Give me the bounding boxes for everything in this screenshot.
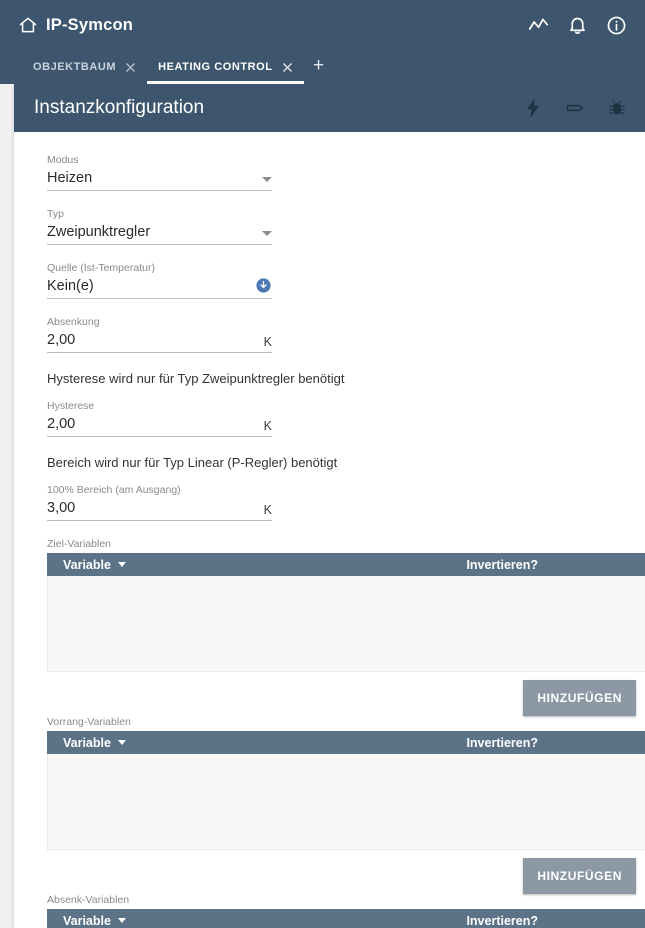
column-label: Variable [63, 913, 111, 928]
table-absenk-variablen [47, 894, 645, 928]
field-value: Zweipunktregler [47, 224, 151, 240]
tab-label: HEATING CONTROL [158, 61, 273, 73]
field-bereich-am-ausgang[interactable] [47, 484, 272, 521]
table [47, 731, 645, 850]
tab-heating-control[interactable] [147, 50, 303, 84]
table-header-row [47, 909, 645, 928]
column-header-variable[interactable] [63, 914, 126, 928]
column-label: Variable [63, 557, 111, 572]
field-modus[interactable] [47, 154, 272, 191]
field-unit: K [263, 419, 272, 433]
close-icon[interactable] [282, 62, 293, 73]
brand[interactable] [18, 15, 133, 35]
variable-select-icon[interactable] [255, 277, 272, 294]
table-footer [47, 850, 645, 894]
table-caption: Vorrang-Variablen [47, 716, 131, 728]
table-footer [47, 672, 645, 716]
column-header-variable[interactable] [63, 736, 126, 750]
note-bereich: Bereich wird nur für Typ Linear (P-Regler) benötigt [47, 455, 338, 470]
column-header-invertieren[interactable]: Invertieren? [466, 735, 538, 750]
card-header-actions [523, 98, 627, 118]
page-title: Instanzkonfiguration [34, 97, 205, 118]
topbar-actions [528, 15, 627, 36]
field-value[interactable]: 2,00 [47, 416, 76, 432]
add-tab-button[interactable]: + [312, 54, 325, 76]
field-unit: K [263, 335, 272, 349]
field-hysterese[interactable] [47, 400, 272, 437]
top-bar [0, 0, 645, 50]
table [47, 553, 645, 672]
table-body-empty[interactable] [47, 754, 645, 850]
bug-icon[interactable] [607, 98, 627, 118]
field-label: Typ [47, 208, 64, 220]
chevron-down-icon[interactable] [262, 177, 272, 182]
field-quelle-ist-temperatur[interactable] [47, 262, 272, 299]
table-ziel-variablen [47, 538, 645, 716]
field-label: 100% Bereich (am Ausgang) [47, 484, 181, 496]
column-header-variable[interactable] [63, 558, 126, 572]
field-label: Hysterese [47, 400, 95, 412]
home-icon [18, 15, 38, 35]
close-icon[interactable] [125, 62, 136, 73]
card-header [14, 84, 645, 132]
tag-icon[interactable] [565, 98, 585, 118]
chevron-down-icon [118, 740, 126, 745]
field-typ[interactable] [47, 208, 272, 245]
table-vorrang-variablen [47, 716, 645, 894]
table [47, 909, 645, 928]
table-caption: Absenk-Variablen [47, 894, 130, 906]
field-label: Absenkung [47, 316, 100, 328]
field-absenkung[interactable] [47, 316, 272, 353]
field-label: Modus [47, 154, 79, 166]
bell-icon[interactable] [567, 15, 588, 36]
field-value: Kein(e) [47, 278, 94, 294]
field-value[interactable]: 3,00 [47, 500, 76, 516]
activity-chart-icon[interactable] [528, 15, 549, 36]
chevron-down-icon [118, 918, 126, 923]
tab-objektbaum[interactable] [22, 50, 147, 84]
lightning-icon[interactable] [523, 98, 543, 118]
table-caption: Ziel-Variablen [47, 538, 111, 550]
info-icon[interactable] [606, 15, 627, 36]
instance-config-card [14, 84, 645, 928]
table-header-row [47, 553, 645, 576]
column-label: Variable [63, 735, 111, 750]
note-hysterese: Hysterese wird nur für Typ Zweipunktregler benötigt [47, 371, 345, 386]
add-row-button[interactable]: HINZUFÜGEN [523, 680, 636, 716]
card-body [14, 132, 645, 928]
add-row-button[interactable]: HINZUFÜGEN [523, 858, 636, 894]
table-header-row [47, 731, 645, 754]
brand-title: IP-Symcon [46, 15, 134, 34]
column-header-invertieren[interactable]: Invertieren? [466, 913, 538, 928]
column-header-invertieren[interactable]: Invertieren? [466, 557, 538, 572]
field-value: Heizen [47, 170, 93, 186]
tab-strip [0, 50, 645, 84]
chevron-down-icon [118, 562, 126, 567]
chevron-down-icon[interactable] [262, 231, 272, 236]
tab-label: OBJEKTBAUM [33, 61, 117, 73]
table-body-empty[interactable] [47, 576, 645, 672]
field-unit: K [263, 503, 272, 517]
field-value[interactable]: 2,00 [47, 332, 76, 348]
field-label: Quelle (Ist-Temperatur) [47, 262, 155, 274]
